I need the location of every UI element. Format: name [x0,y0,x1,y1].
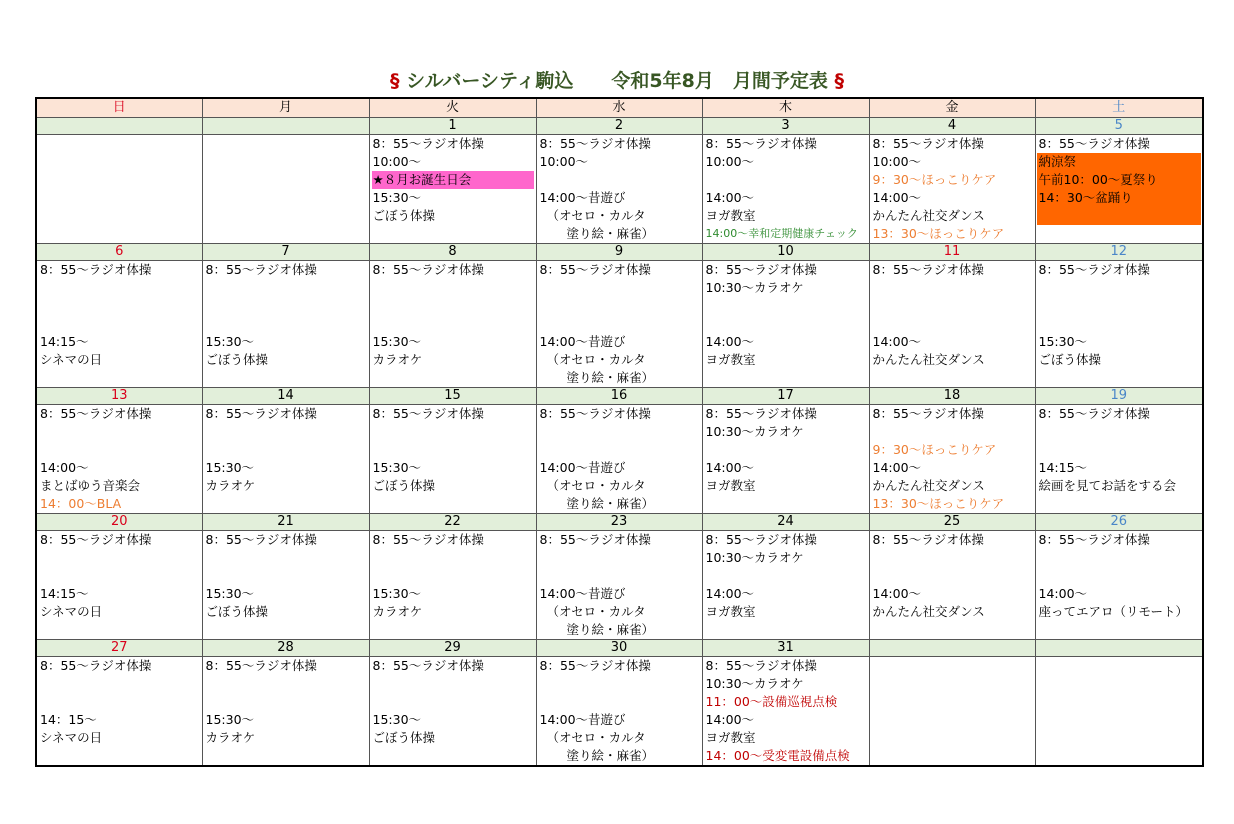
day-cell [869,531,1035,640]
event-line: 8：55～ラジオ体操 [205,262,317,277]
event-line: 14:00～ [705,586,755,601]
date-number: 26 [1035,514,1203,531]
event-line: 10:30～カラオケ [705,280,804,295]
event-line: 9：30～ほっこりケア [872,442,997,457]
event-line: 14:00～昔遊び [539,460,626,475]
date-number: 18 [869,388,1035,405]
date-number: 9 [536,244,702,261]
event-line: カラオケ [372,604,423,619]
day-cell [702,261,869,388]
event-line: 8：55～ラジオ体操 [205,658,317,673]
event-line: ヨガ教室 [705,604,756,619]
event-line: 14:00～昔遊び [539,334,626,349]
event-row [36,405,1203,514]
event-line: 10:00～ [372,154,422,169]
date-number: 22 [369,514,536,531]
date-number: 25 [869,514,1035,531]
event-line: 8：55～ラジオ体操 [372,262,484,277]
event-line: 10:00～ [539,154,589,169]
date-row [36,118,1203,135]
event-line: 8：55～ラジオ体操 [1038,262,1150,277]
event-line: 14:00～ [705,190,755,205]
day-cell [536,531,702,640]
event-line: 14：00～受変電設備点検 [705,748,850,763]
event-line: 10:30～カラオケ [705,676,804,691]
event-line: 14：30～盆踊り [1038,190,1133,205]
weekday-header: 金 [869,98,1035,118]
day-cell [202,261,369,388]
day-cell [702,531,869,640]
date-number: 28 [202,640,369,657]
event-line: 8：55～ラジオ体操 [705,136,817,151]
event-line: （オセロ・カルタ [546,208,646,223]
event-line: かんたん社交ダンス [872,208,985,223]
event-line: 座ってエアロ（リモート） [1038,604,1189,619]
event-row [36,135,1203,244]
day-cell [202,135,369,244]
day-cell [869,405,1035,514]
event-line: 8：55～ラジオ体操 [705,262,817,277]
day-cell [1035,657,1203,767]
day-cell [369,657,536,767]
date-number: 20 [36,514,202,531]
day-cell [202,657,369,767]
event-line: ヨガ教室 [705,352,756,367]
event-line: 8：55～ラジオ体操 [539,532,651,547]
date-row [36,640,1203,657]
day-cell [36,135,202,244]
event-line: 塗り絵・麻雀） [566,748,655,763]
date-number [869,640,1035,657]
day-cell [202,405,369,514]
event-line: 8：55～ラジオ体操 [1038,136,1150,151]
event-line: 10:00～ [872,154,922,169]
event-line: 14：00～BLA [40,496,122,511]
event-line: 14:00～ [40,460,89,475]
event-line: 14:00～ [705,334,755,349]
day-cell [869,657,1035,767]
event-line: シネマの日 [40,604,103,619]
event-line: 8：55～ラジオ体操 [372,532,484,547]
event-line: 8：55～ラジオ体操 [40,262,152,277]
event-line: 15:30～ [205,712,255,727]
event-line: かんたん社交ダンス [872,478,985,493]
day-cell [1035,261,1203,388]
event-line: 14:00～ [872,334,922,349]
event-line: 15:30～ [1038,334,1088,349]
day-cell [702,135,869,244]
event-line: 8：55～ラジオ体操 [872,532,984,547]
event-line: 14:00～昔遊び [539,712,626,727]
event-line: ごぼう体操 [1038,352,1102,367]
event-line: 9：30～ほっこりケア [872,172,997,187]
date-number: 6 [36,244,202,261]
date-number: 15 [369,388,536,405]
event-line: 8：55～ラジオ体操 [205,406,317,421]
event-line: 塗り絵・麻雀） [566,370,655,385]
event-line: かんたん社交ダンス [872,604,985,619]
date-number [202,118,369,135]
event-line: 15:30～ [372,190,422,205]
day-cell [869,135,1035,244]
event-line: 塗り絵・麻雀） [566,622,655,637]
event-line: 8：55～ラジオ体操 [539,658,651,673]
date-number: 8 [369,244,536,261]
event-line: ヨガ教室 [705,478,756,493]
title-mark-right: § [834,70,844,92]
day-cell [369,261,536,388]
event-line: 8：55～ラジオ体操 [539,136,651,151]
date-number: 16 [536,388,702,405]
event-line: 14:15～ [1038,460,1088,475]
event-line: （オセロ・カルタ [546,352,646,367]
event-line: 15:30～ [205,586,255,601]
event-line: ごぼう体操 [372,730,436,745]
event-line: （オセロ・カルタ [546,604,646,619]
day-cell [36,405,202,514]
event-line: ヨガ教室 [705,208,756,223]
event-line: 14:00～ [1038,586,1088,601]
event-line: 15:30～ [205,334,255,349]
event-line: 11：00～設備巡視点検 [705,694,838,709]
event-line: 14:00～ [872,460,922,475]
event-line: ごぼう体操 [205,604,269,619]
day-cell [369,135,536,244]
event-line: 絵画を見てお話をする会 [1038,478,1177,493]
event-line: 14:00～ [705,460,755,475]
event-line: 15:30～ [372,334,422,349]
event-line: 14:00～幸和定期健康チェック [705,227,858,240]
event-line: 8：55～ラジオ体操 [40,658,152,673]
day-cell [536,657,702,767]
day-cell [369,405,536,514]
date-number: 29 [369,640,536,657]
weekday-header: 月 [202,98,369,118]
event-line: 納涼祭 [1038,154,1077,169]
event-line: 8：55～ラジオ体操 [872,406,984,421]
day-cell [1035,135,1203,244]
date-number [1035,640,1203,657]
day-cell [36,531,202,640]
date-number: 10 [702,244,869,261]
event-line: 15:30～ [372,586,422,601]
event-line: 8：55～ラジオ体操 [40,406,152,421]
weekday-header: 水 [536,98,702,118]
weekday-header: 木 [702,98,869,118]
event-line: 8：55～ラジオ体操 [40,532,152,547]
event-line: 塗り絵・麻雀） [566,496,655,511]
event-line: ごぼう体操 [372,478,436,493]
date-number: 3 [702,118,869,135]
event-line: （オセロ・カルタ [546,730,646,745]
date-number: 30 [536,640,702,657]
day-cell [36,657,202,767]
event-line: ヨガ教室 [705,730,756,745]
event-line: ごぼう体操 [205,352,269,367]
event-row [36,261,1203,388]
date-number: 17 [702,388,869,405]
event-line: まとばゆう音楽会 [40,478,141,493]
event-line: 14:00～昔遊び [539,586,626,601]
event-line: 8：55～ラジオ体操 [705,658,817,673]
event-row [36,531,1203,640]
day-cell [536,405,702,514]
event-line: 8：55～ラジオ体操 [705,406,817,421]
event-line: カラオケ [205,730,256,745]
date-number: 31 [702,640,869,657]
event-line: 15:30～ [372,460,422,475]
event-line: ★８月お誕生日会 [372,171,534,189]
event-line: 10:30～カラオケ [705,550,804,565]
date-number [36,118,202,135]
day-cell [702,405,869,514]
event-line: 8：55～ラジオ体操 [372,136,484,151]
date-row [36,388,1203,405]
event-line: 14:00～ [872,190,922,205]
event-line: 8：55～ラジオ体操 [872,136,984,151]
event-line: 14：15～ [40,712,97,727]
day-cell [1035,405,1203,514]
date-number: 7 [202,244,369,261]
event-line: （オセロ・カルタ [546,478,646,493]
event-line: かんたん社交ダンス [872,352,985,367]
weekday-header: 火 [369,98,536,118]
event-line: シネマの日 [40,352,103,367]
event-line: 10:30～カラオケ [705,424,804,439]
date-number: 24 [702,514,869,531]
date-number: 14 [202,388,369,405]
event-line: ごぼう体操 [372,208,436,223]
title-mark-left: § [390,70,400,92]
day-cell [869,261,1035,388]
weekday-header: 土 [1035,98,1203,118]
event-line: 13：30～ほっこりケア [872,226,1005,241]
event-line: 14:15～ [40,586,89,601]
weekday-header-row [36,98,1203,118]
event-line: 15:30～ [372,712,422,727]
date-number: 27 [36,640,202,657]
date-number: 23 [536,514,702,531]
event-line: 8：55～ラジオ体操 [1038,532,1150,547]
day-cell [36,261,202,388]
event-line: シネマの日 [40,730,103,745]
title-text: シルバーシティ駒込 令和5年8月 月間予定表 [399,70,835,92]
event-line: 午前10：00～夏祭り [1038,172,1158,187]
date-row [36,244,1203,261]
day-cell [536,261,702,388]
day-cell [702,657,869,767]
date-number: 11 [869,244,1035,261]
date-number: 2 [536,118,702,135]
event-line: 8：55～ラジオ体操 [205,532,317,547]
event-line: カラオケ [372,352,423,367]
event-line: 8：55～ラジオ体操 [372,406,484,421]
event-line: 14:00～ [872,586,922,601]
event-line: 13：30～ほっこりケア [872,496,1005,511]
date-number: 5 [1035,118,1203,135]
monthly-calendar [35,97,1204,767]
date-number: 1 [369,118,536,135]
event-line: 14:00～ [705,712,755,727]
event-line: 8：55～ラジオ体操 [872,262,984,277]
event-line: カラオケ [205,478,256,493]
weekday-header: 日 [36,98,202,118]
date-number: 21 [202,514,369,531]
event-line: 14:00～昔遊び [539,190,626,205]
day-cell [1035,531,1203,640]
event-line: 15:30～ [205,460,255,475]
event-line: 8：55～ラジオ体操 [705,532,817,547]
event-line: 8：55～ラジオ体操 [539,262,651,277]
event-line: 14:15～ [40,334,89,349]
event-line: 8：55～ラジオ体操 [539,406,651,421]
date-number: 4 [869,118,1035,135]
page-title [0,66,1234,93]
date-number: 12 [1035,244,1203,261]
event-line: 8：55～ラジオ体操 [1038,406,1150,421]
day-cell [369,531,536,640]
event-line: 10:00～ [705,154,755,169]
date-number: 13 [36,388,202,405]
event-line: 8：55～ラジオ体操 [372,658,484,673]
date-row [36,514,1203,531]
event-row [36,657,1203,767]
event-line: 塗り絵・麻雀） [566,226,655,241]
day-cell [202,531,369,640]
day-cell [536,135,702,244]
date-number: 19 [1035,388,1203,405]
